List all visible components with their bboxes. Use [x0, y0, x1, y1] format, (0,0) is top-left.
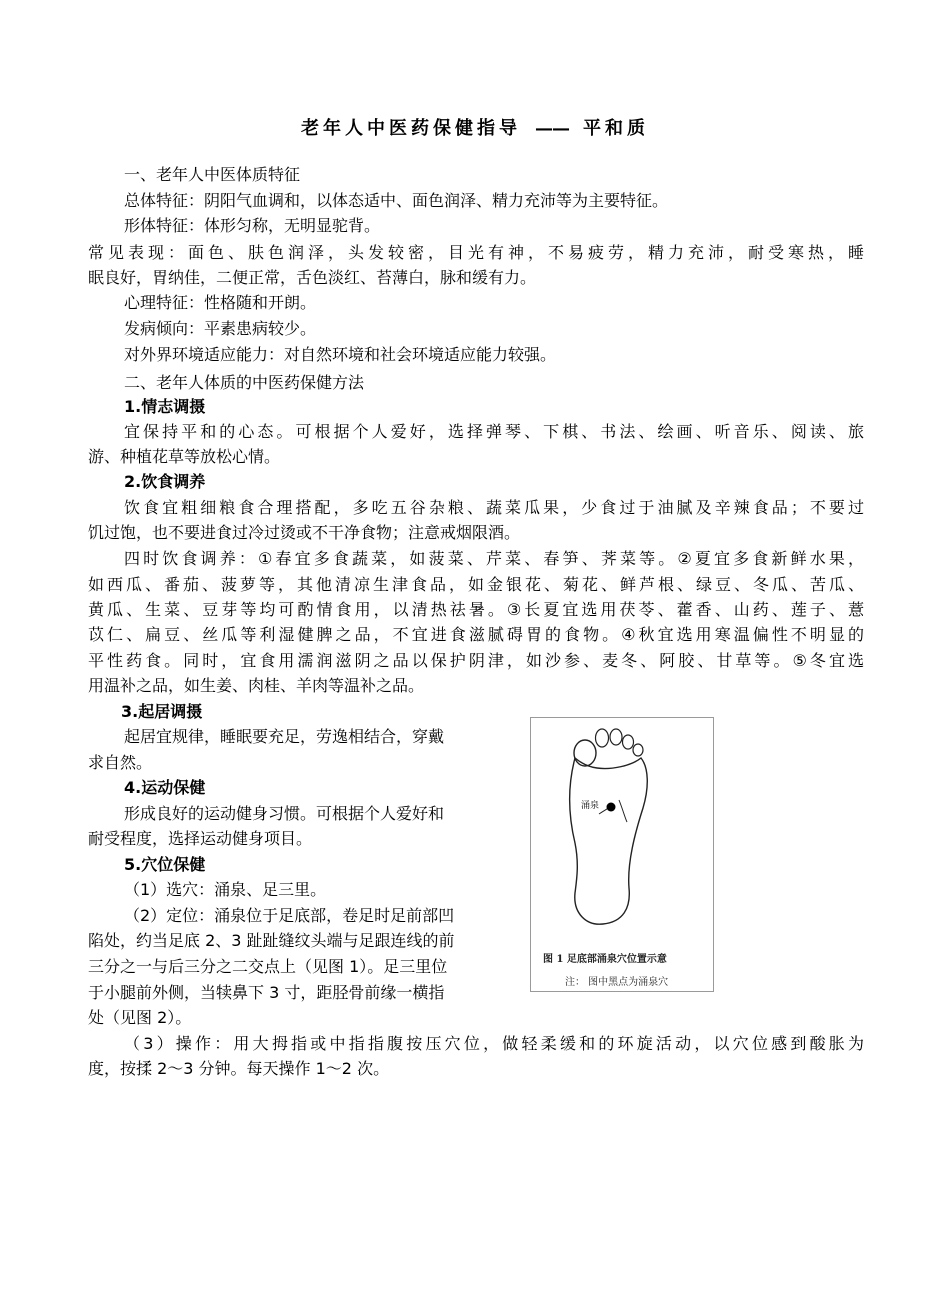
living-heading: 3.起居调摄: [121, 702, 203, 721]
mental-feature: 心理特征：性格随和开朗。: [124, 293, 317, 312]
exercise-heading: 4.运动保健: [124, 778, 206, 797]
environment-adaptation: 对外界环境适应能力：对自然环境和社会环境适应能力较强。: [124, 345, 557, 364]
diet-heading: 2.饮食调养: [124, 472, 206, 491]
acupoint-select: （1）选穴：涌泉、足三里。: [124, 880, 327, 899]
diet-p2-line6: 用温补之品，如生姜、肉桂、羊肉等温补之品。: [88, 676, 425, 695]
sole-crease: [619, 800, 627, 822]
diet-p2-line2: 如西瓜、番茄、菠萝等，其他清凉生津食品，如金银花、菊花、鲜芦根、绿豆、冬瓜、苦瓜、: [88, 575, 864, 594]
diet-p2-line1: 四时饮食调养：①春宜多食蔬菜，如菠菜、芹菜、春笋、荠菜等。②夏宜多食新鲜水果，: [124, 549, 864, 568]
disease-tendency: 发病倾向：平素患病较少。: [124, 319, 317, 338]
figure-note: 注： 图中黑点为涌泉穴: [565, 977, 669, 988]
emotion-line2: 游、种植花草等放松心情。: [88, 447, 281, 466]
acupoint-operate-line1: （3）操作：用大拇指或中指指腹按压穴位，做轻柔缓和的环旋活动，以穴位感到酸胀为: [124, 1034, 864, 1053]
little-toe: [633, 744, 643, 756]
living-line2: 求自然。: [88, 753, 153, 772]
diet-p2-line4: 苡仁、扁豆、丝瓜等利湿健脾之品，不宜进食滋腻碍胃的食物。④秋宜选用寒温偏性不明显的: [88, 625, 864, 644]
title-constitution: 平和质: [583, 118, 649, 139]
acupoint-locate-line3: 三分之一与后三分之二交点上（见图 1）。足三里位: [88, 957, 448, 976]
foot-sole-figure: [530, 717, 714, 992]
section2-heading: 二、老年人体质的中医药保健方法: [124, 373, 365, 392]
overall-feature: 总体特征：阴阳气血调和，以体态适中、面色润泽、精力充沛等为主要特征。: [124, 191, 669, 210]
exercise-line1: 形成良好的运动健身习惯。可根据个人爱好和: [124, 804, 445, 823]
third-toe: [610, 729, 622, 745]
yongquan-point-label: 涌泉: [581, 801, 600, 811]
emotion-heading: 1.情志调摄: [124, 397, 206, 416]
yongquan-point: [607, 803, 616, 812]
second-toe: [596, 729, 609, 747]
acupoint-locate-line1: （2）定位：涌泉位于足底部，卷足时足前部凹: [124, 906, 455, 925]
common-signs-line1: 常见表现：面色、肤色润泽，头发较密，目光有神，不易疲劳，精力充沛，耐受寒热，睡: [88, 243, 864, 262]
diet-p2-line5: 平性药食。同时，宜食用濡润滋阴之品以保护阴津，如沙参、麦冬、阿胶、甘草等。⑤冬宜选: [88, 651, 864, 670]
title-main: 老年人中医药保健指导: [301, 118, 521, 139]
acupoint-locate-line5: 处（见图 2）。: [88, 1008, 192, 1027]
living-line1: 起居宜规律，睡眠要充足，劳逸相结合，穿戴: [124, 727, 445, 746]
acupoint-heading: 5.穴位保健: [124, 855, 206, 874]
acupoint-locate-line2: 陷处，约当足底 2、3 趾趾缝纹头端与足跟连线的前: [88, 931, 455, 950]
diet-p1-line2: 饥过饱，也不要进食过冷过烫或不干净食物；注意戒烟限酒。: [88, 523, 521, 542]
sole-outline: [570, 758, 648, 924]
fourth-toe: [623, 735, 634, 749]
emotion-line1: 宜保持平和的心态。可根据个人爱好，选择弹琴、下棋、书法、绘画、听音乐、阅读、旅: [124, 422, 864, 441]
acupoint-operate-line2: 度，按揉 2～3 分钟。每天操作 1～2 次。: [88, 1059, 390, 1078]
figure-caption: 图 1 足底部涌泉穴位置示意: [543, 954, 667, 965]
body-shape-feature: 形体特征：体形匀称，无明显驼背。: [124, 216, 381, 235]
big-toe: [574, 740, 596, 766]
foot-sole-illustration: [531, 718, 713, 948]
exercise-line2: 耐受程度，选择运动健身项目。: [88, 829, 313, 848]
diet-p1-line1: 饮食宜粗细粮食合理搭配，多吃五谷杂粮、蔬菜瓜果，少食过于油腻及辛辣食品；不要过: [124, 498, 864, 517]
acupoint-locate-line4: 于小腿前外侧，当犊鼻下 3 寸，距胫骨前缘一横指: [88, 983, 445, 1002]
common-signs-line2: 眠良好，胃纳佳，二便正常，舌色淡红、苔薄白，脉和缓有力。: [88, 268, 537, 287]
section1-heading: 一、老年人中医体质特征: [124, 165, 301, 184]
title-dash: ——: [535, 118, 569, 139]
document-title: [0, 114, 950, 140]
diet-p2-line3: 黄瓜、生菜、豆芽等均可酌情食用，以清热祛暑。③长夏宜选用茯苓、藿香、山药、莲子、薏: [88, 600, 864, 619]
